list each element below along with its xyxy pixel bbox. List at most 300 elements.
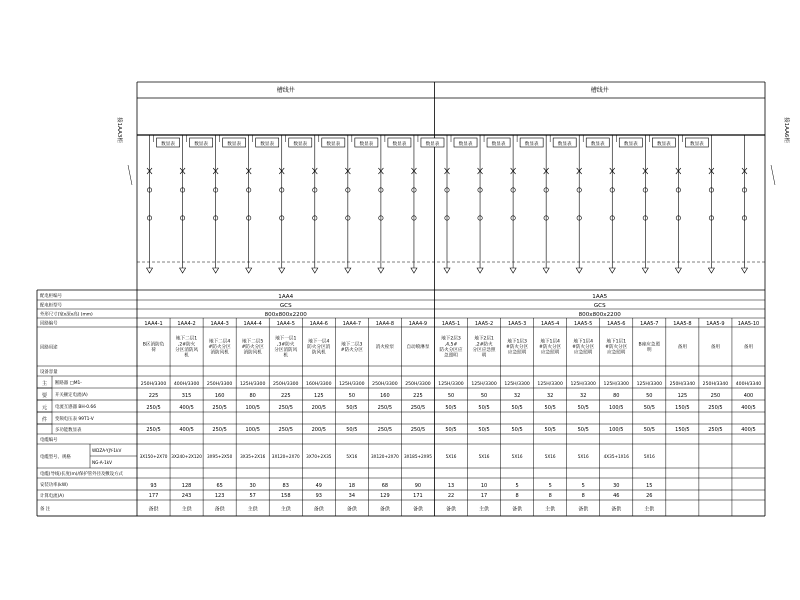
rated-current: 50 bbox=[348, 393, 356, 399]
install-power: 83 bbox=[282, 483, 289, 489]
circuit-id: 1AA4-4 bbox=[243, 321, 262, 327]
circuit-use: 备用 bbox=[743, 345, 754, 351]
circuit-1AA5-9 bbox=[708, 135, 714, 273]
install-power: 93 bbox=[150, 483, 157, 489]
cable-spec: 3X185+2X95 bbox=[403, 454, 432, 459]
circuit-1AA5-1 bbox=[444, 135, 477, 273]
breaker-rating: 250H/3300 bbox=[140, 382, 167, 387]
remark: 主供 bbox=[247, 506, 258, 513]
outgoing-arrow bbox=[246, 268, 252, 273]
calc-current: 123 bbox=[214, 493, 225, 499]
meter-label: 数显表 bbox=[260, 142, 275, 147]
row-label: 断路器 □M1- bbox=[55, 381, 82, 386]
breaker-rating: 125H/3300 bbox=[471, 382, 497, 387]
row-label: 安装功率(kW) bbox=[40, 483, 68, 488]
cable-type-label: NG-A-1kV bbox=[92, 460, 113, 465]
remark: 备供 bbox=[214, 506, 225, 513]
circuit-id: 1AA4-6 bbox=[309, 321, 328, 327]
circuit-use: B区消防负 bbox=[142, 342, 165, 348]
remark: 主供 bbox=[479, 506, 490, 513]
outgoing-arrow bbox=[642, 268, 648, 273]
outgoing-arrow bbox=[543, 268, 549, 273]
circuit-id: 1AA4-7 bbox=[342, 321, 362, 327]
cabinet-id: 1AA4 bbox=[278, 294, 294, 300]
outgoing-arrow bbox=[180, 268, 186, 273]
rated-current: 400 bbox=[743, 393, 754, 399]
circuit-1AA4-9 bbox=[411, 135, 444, 273]
rated-current: 32 bbox=[546, 393, 554, 399]
cable-spec: 5X16 bbox=[346, 454, 358, 459]
circuit-use: 防风机 bbox=[311, 350, 326, 356]
meter-label: 数显表 bbox=[623, 142, 638, 147]
circuit-1AA4-6 bbox=[312, 135, 345, 273]
circuit-1AA4-3 bbox=[213, 135, 246, 273]
install-power: 90 bbox=[414, 483, 422, 489]
calc-current: 17 bbox=[480, 493, 488, 499]
rated-current: 125 bbox=[314, 393, 324, 399]
outgoing-arrow bbox=[378, 268, 384, 273]
breaker-rating: 400H/3300 bbox=[173, 382, 200, 387]
cable-spec: 5X16 bbox=[544, 454, 556, 459]
circuit-use: 消火栓泵 bbox=[375, 345, 395, 351]
group-label-char: 要 bbox=[41, 393, 48, 399]
install-power: 5 bbox=[581, 483, 585, 489]
meter-label: 数显表 bbox=[689, 142, 704, 147]
circuit-use: 地下1层1 bbox=[606, 339, 627, 345]
circuit-use: 分区消防风 bbox=[175, 347, 199, 353]
circuit-use: 分区应急照 bbox=[472, 347, 496, 353]
circuit-use: 明 bbox=[647, 347, 652, 353]
side-label-right: 接1AA6柜 bbox=[783, 117, 789, 143]
calc-current: 57 bbox=[249, 493, 256, 499]
breaker-rating: 125H/3300 bbox=[504, 382, 530, 387]
meter-ratio: 250/5 bbox=[278, 427, 293, 433]
diagram-frame bbox=[137, 82, 765, 290]
circuit-id: 1AA4-1 bbox=[144, 321, 163, 327]
calc-current: 158 bbox=[280, 493, 291, 499]
ct-ratio: 50/5 bbox=[478, 405, 490, 411]
cable-spec: 5X16 bbox=[445, 454, 457, 459]
meter-label: 数显表 bbox=[425, 142, 440, 147]
install-power: 49 bbox=[315, 483, 322, 489]
outgoing-arrow bbox=[675, 268, 681, 273]
meter-ratio: 50/5 bbox=[643, 427, 655, 433]
circuit-id: 1AA5-4 bbox=[540, 321, 560, 327]
circuit-use: 防火分区消 bbox=[307, 345, 331, 351]
rated-current: 225 bbox=[413, 393, 423, 399]
side-break-right bbox=[771, 165, 775, 185]
outgoing-arrow bbox=[576, 268, 582, 273]
rated-current: 80 bbox=[249, 393, 256, 399]
busbar-label-left: 槽线井 bbox=[276, 87, 295, 94]
calc-current: 129 bbox=[380, 493, 390, 499]
circuit-use: #防火分区 bbox=[572, 345, 595, 351]
row-label: 设备容量 bbox=[40, 370, 58, 375]
outgoing-arrow bbox=[345, 268, 351, 273]
breaker-rating: 125H/3300 bbox=[636, 382, 663, 387]
rated-current: 32 bbox=[580, 393, 587, 399]
outgoing-arrow bbox=[444, 268, 450, 273]
ct-ratio: 250/5 bbox=[708, 405, 723, 411]
circuit-use: 机 bbox=[184, 353, 189, 359]
install-power: 65 bbox=[216, 483, 223, 489]
meter-label: 数显表 bbox=[656, 142, 671, 147]
outgoing-arrow bbox=[510, 268, 516, 273]
circuit-1AA5-6 bbox=[609, 135, 642, 273]
outgoing-arrow bbox=[609, 268, 615, 273]
meter-ratio: 250/5 bbox=[708, 427, 723, 433]
outgoing-arrow bbox=[741, 268, 747, 273]
outgoing-arrow bbox=[411, 268, 417, 273]
meter-label: 数显表 bbox=[293, 142, 308, 147]
row-label: 回路编号 bbox=[40, 321, 58, 327]
breaker-rating: 125H/3300 bbox=[339, 382, 365, 387]
group-label-char: 元 bbox=[41, 405, 48, 411]
circuit-use: #防火分区 bbox=[505, 345, 529, 351]
ct-ratio: 200/5 bbox=[311, 405, 327, 411]
row-label: 电缆(导线)长度(m)/保护管外径及敷设方式 bbox=[40, 472, 123, 477]
calc-current: 93 bbox=[315, 493, 322, 499]
ct-ratio: 50/5 bbox=[544, 405, 556, 411]
rated-current: 250 bbox=[710, 393, 721, 399]
circuit-use: 明 bbox=[481, 353, 487, 359]
circuit-id: 1AA4-2 bbox=[177, 321, 196, 327]
breaker-rating: 125H/3300 bbox=[438, 382, 464, 387]
ct-ratio: 250/5 bbox=[146, 405, 161, 411]
calc-current: 22 bbox=[447, 493, 455, 499]
outgoing-arrow bbox=[279, 268, 285, 273]
circuit-use: 地下二层4 bbox=[208, 339, 231, 345]
circuit-use: 备用 bbox=[710, 345, 721, 351]
meter-ratio: 250/5 bbox=[146, 427, 161, 433]
circuit-id: 1AA4-9 bbox=[408, 321, 428, 327]
ct-ratio: 250/5 bbox=[377, 405, 393, 411]
meter-ratio: 50/5 bbox=[544, 427, 556, 433]
circuit-use: 地下2层3 bbox=[441, 336, 461, 342]
circuit-use: #防火分区 bbox=[539, 345, 562, 351]
breaker-rating: 125H/3300 bbox=[603, 382, 629, 387]
install-power: 5 bbox=[515, 483, 519, 489]
circuit-1AA4-4 bbox=[246, 135, 279, 273]
calc-current: 8 bbox=[548, 493, 552, 499]
circuit-id: 1AA5-3 bbox=[507, 321, 527, 327]
cable-spec: 3X240+2X120 bbox=[171, 454, 202, 459]
row-label: 回路用途 bbox=[40, 345, 58, 351]
meter-label: 数显表 bbox=[557, 142, 572, 147]
circuit-use: ,4,5# bbox=[444, 342, 458, 348]
circuit-use: 备用 bbox=[677, 345, 687, 351]
busbar-section bbox=[116, 86, 791, 262]
parameter-table bbox=[37, 290, 765, 516]
cable-spec: 3X70+2X35 bbox=[306, 454, 332, 459]
circuit-id: 1AA4-3 bbox=[210, 321, 229, 327]
calc-current: 243 bbox=[181, 493, 192, 499]
circuit-use: 应急照明 bbox=[540, 350, 560, 356]
meter-ratio: 250/5 bbox=[410, 427, 426, 433]
ct-ratio: 250/5 bbox=[410, 405, 426, 411]
ct-ratio: 50/5 bbox=[445, 405, 457, 411]
rated-current: 80 bbox=[613, 393, 620, 399]
ct-ratio: 50/5 bbox=[511, 405, 523, 411]
rated-current: 50 bbox=[447, 393, 455, 399]
install-power: 18 bbox=[348, 483, 356, 489]
rated-current: 50 bbox=[646, 393, 653, 399]
circuit-id: 1AA4-5 bbox=[276, 321, 295, 327]
meter-ratio: 250/5 bbox=[377, 427, 393, 433]
meter-label: 数显表 bbox=[161, 142, 175, 147]
circuit-use: 机 bbox=[283, 353, 289, 359]
circuit-use: 地下一层1 bbox=[275, 336, 297, 342]
calc-current: 26 bbox=[646, 493, 653, 499]
remark: 主供 bbox=[644, 506, 655, 513]
row-label: 开关额定电流(A) bbox=[55, 393, 88, 398]
remark: 备供 bbox=[148, 506, 159, 513]
meter-label: 数显表 bbox=[359, 142, 374, 147]
meter-ratio: 200/5 bbox=[311, 427, 327, 433]
circuit-id: 1AA5-10 bbox=[737, 321, 760, 327]
meter-label: 数显表 bbox=[194, 142, 209, 147]
circuit-1AA5-10 bbox=[741, 135, 747, 273]
circuit-id: 1AA5-9 bbox=[706, 321, 725, 327]
circuit-use: 分区消防风 bbox=[274, 347, 298, 353]
circuit-use: ,3#防火 bbox=[277, 342, 295, 348]
circuit-use: 荷 bbox=[151, 347, 156, 353]
cable-spec: 3X95+2X50 bbox=[207, 454, 233, 459]
meter-ratio: 50/5 bbox=[577, 427, 589, 433]
meter-label: 数显表 bbox=[524, 142, 539, 147]
remark: 主供 bbox=[545, 506, 556, 513]
circuit-diagram bbox=[147, 135, 748, 273]
meter-label: 数显表 bbox=[458, 142, 473, 147]
circuit-use: 应急照明 bbox=[607, 350, 626, 356]
cable-spec: 3X35+2X16 bbox=[240, 454, 266, 459]
circuit-1AA5-3 bbox=[510, 135, 543, 273]
meter-ratio: 50/5 bbox=[511, 427, 523, 433]
cabinet-model: GCS bbox=[279, 303, 292, 309]
circuit-use: 自动喷淋泵 bbox=[406, 345, 430, 351]
circuit-use: 消防风机 bbox=[210, 350, 229, 356]
cable-spec: 4X35+1X16 bbox=[603, 454, 629, 459]
circuit-use: 应急照明 bbox=[507, 350, 527, 356]
remark: 备供 bbox=[379, 506, 390, 513]
circuit-use: 防火分区应 bbox=[439, 347, 463, 353]
cable-spec: 3X150+2X70 bbox=[139, 454, 168, 459]
meter-label: 数显表 bbox=[326, 142, 341, 147]
circuit-use: 地下1层3 bbox=[507, 339, 527, 345]
side-break-left bbox=[128, 165, 132, 185]
ct-ratio: 50/5 bbox=[643, 405, 655, 411]
circuit-id: 1AA5-2 bbox=[474, 321, 494, 327]
meter-ratio: 100/5 bbox=[609, 427, 624, 433]
ct-ratio: 50/5 bbox=[346, 405, 358, 411]
circuit-use: 地下1层4 bbox=[573, 339, 594, 345]
circuit-1AA4-8 bbox=[378, 135, 411, 273]
row-label: 配电柜型号 bbox=[40, 303, 62, 309]
remark: 主供 bbox=[280, 506, 291, 513]
ct-ratio: 250/5 bbox=[278, 405, 293, 411]
row-label: 变频电压表 99T1-V bbox=[55, 417, 94, 422]
calc-current: 8 bbox=[515, 493, 519, 499]
rated-current: 50 bbox=[480, 393, 488, 399]
remark: 主供 bbox=[181, 506, 192, 513]
remark: 备供 bbox=[412, 506, 423, 513]
remark: 备供 bbox=[611, 506, 622, 513]
rated-current: 225 bbox=[148, 393, 159, 399]
circuit-use: 地下二层1 bbox=[175, 336, 198, 342]
outgoing-arrow bbox=[312, 268, 318, 273]
circuit-use: #防火分区 bbox=[340, 347, 363, 353]
meter-ratio: 250/5 bbox=[212, 427, 227, 433]
circuit-id: 1AA5-7 bbox=[640, 321, 659, 327]
circuit-use: #防火分区 bbox=[605, 345, 628, 351]
install-power: 30 bbox=[249, 483, 256, 489]
breaker-rating: 250H/3300 bbox=[372, 382, 398, 387]
circuit-id: 1AA5-1 bbox=[441, 321, 461, 327]
circuit-use: 地下二层3 bbox=[341, 342, 363, 348]
cable-spec: 5X16 bbox=[577, 454, 589, 459]
cable-spec: 5X16 bbox=[478, 454, 490, 459]
rated-current: 125 bbox=[677, 393, 688, 399]
install-power: 128 bbox=[181, 483, 192, 489]
breaker-rating: 250H/3300 bbox=[273, 382, 299, 387]
side-label-left: 接1AA3柜 bbox=[116, 117, 122, 143]
group-label-char: 主 bbox=[41, 381, 48, 387]
calc-current: 8 bbox=[581, 493, 585, 499]
row-label: 多功能数显表 bbox=[55, 428, 82, 433]
cable-spec: 5X16 bbox=[511, 454, 523, 459]
row-label: 电缆编号 bbox=[40, 438, 58, 443]
ct-ratio: 400/5 bbox=[179, 405, 194, 411]
meter-ratio: 400/5 bbox=[741, 427, 756, 433]
row-label: 计算电流(A) bbox=[40, 494, 64, 499]
circuit-use: ,2#防火 bbox=[475, 342, 493, 348]
ct-ratio: 50/5 bbox=[577, 405, 589, 411]
circuit-use: 消防风机 bbox=[243, 350, 262, 356]
rated-current: 160 bbox=[214, 393, 225, 399]
circuit-use: 地下一层4 bbox=[308, 339, 330, 345]
meter-label: 数显表 bbox=[491, 142, 506, 147]
cable-spec: 5X16 bbox=[643, 454, 655, 459]
rated-current: 225 bbox=[280, 393, 291, 399]
row-label: 外形尺寸(宽x深x高) (mm) bbox=[40, 312, 93, 318]
cable-type-label: WDZA-YJY-1kV bbox=[92, 448, 122, 453]
install-power: 68 bbox=[381, 483, 389, 489]
circuit-1AA5-5 bbox=[576, 135, 609, 273]
calc-current: 34 bbox=[348, 493, 356, 499]
row-label: 电流互感器 BH-0.66 bbox=[55, 405, 97, 410]
circuit-id: 1AA5-5 bbox=[574, 321, 593, 327]
circuit-id: 1AA5-8 bbox=[673, 321, 692, 327]
ct-ratio: 150/5 bbox=[675, 405, 690, 411]
row-label: 配电柜编号 bbox=[40, 294, 62, 299]
calc-current: 177 bbox=[148, 493, 159, 499]
rated-current: 32 bbox=[513, 393, 521, 399]
circuit-1AA4-5 bbox=[279, 135, 312, 273]
row-label: 备 注 bbox=[40, 507, 51, 512]
outgoing-arrow bbox=[708, 268, 714, 273]
circuit-1AA5-8 bbox=[675, 135, 708, 273]
circuit-use: B座应急照 bbox=[638, 342, 661, 348]
rated-current: 160 bbox=[380, 393, 390, 399]
breaker-rating: 250H/3340 bbox=[702, 382, 729, 387]
remark: 备供 bbox=[346, 506, 357, 513]
circuit-1AA4-7 bbox=[345, 135, 378, 273]
install-power: 30 bbox=[613, 483, 620, 489]
row-label: 电缆型号、规格 bbox=[40, 455, 71, 460]
breaker-rating: 400H/3340 bbox=[735, 382, 762, 387]
circuit-use: #防火分区 bbox=[241, 345, 264, 351]
cabinet-size: 800x800x2200 bbox=[578, 312, 621, 318]
circuit-1AA4-2 bbox=[180, 135, 213, 273]
remark: 备供 bbox=[512, 506, 523, 513]
breaker-rating: 160H/3300 bbox=[306, 382, 332, 387]
meter-ratio: 150/5 bbox=[675, 427, 690, 433]
cable-spec: 3X120+2X70 bbox=[271, 454, 300, 459]
install-power: 15 bbox=[646, 483, 653, 489]
cabinet-size: 800x800x2200 bbox=[264, 312, 307, 318]
ct-ratio: 250/5 bbox=[212, 405, 227, 411]
remark: 备供 bbox=[313, 506, 324, 513]
meter-ratio: 50/5 bbox=[445, 427, 457, 433]
meter-label: 数显表 bbox=[590, 142, 605, 147]
breaker-rating: 250H/3340 bbox=[669, 382, 696, 387]
circuit-use: 应急照明 bbox=[574, 350, 593, 356]
install-power: 5 bbox=[548, 483, 552, 489]
circuit-use: 地下1层4 bbox=[540, 339, 560, 345]
circuit-1AA5-4 bbox=[543, 135, 576, 273]
circuit-use: ,2#防火 bbox=[177, 342, 196, 348]
meter-ratio: 50/5 bbox=[346, 427, 358, 433]
cable-spec: 3X120+2X70 bbox=[370, 454, 399, 459]
breaker-rating: 125H/3300 bbox=[537, 382, 563, 387]
breaker-rating: 250H/3300 bbox=[206, 382, 233, 387]
ct-ratio: 100/5 bbox=[609, 405, 624, 411]
circuit-use: #防火分区 bbox=[208, 345, 231, 351]
install-power: 10 bbox=[480, 483, 488, 489]
cabinet-id: 1AA5 bbox=[592, 294, 608, 300]
remark: 备供 bbox=[578, 506, 589, 513]
breaker-rating: 250H/3300 bbox=[405, 382, 431, 387]
outgoing-arrow bbox=[147, 268, 153, 273]
remark: 备供 bbox=[445, 506, 457, 513]
outgoing-arrow bbox=[477, 268, 483, 273]
busbar-label-right: 槽线井 bbox=[590, 87, 609, 94]
ct-ratio: 100/5 bbox=[245, 405, 260, 411]
breaker-rating: 125H/3300 bbox=[570, 382, 596, 387]
calc-current: 46 bbox=[613, 493, 620, 499]
meter-label: 数显表 bbox=[392, 142, 407, 147]
ct-ratio: 400/5 bbox=[741, 405, 756, 411]
calc-current: 171 bbox=[413, 493, 423, 499]
circuit-use: 地下二层5 bbox=[242, 339, 264, 345]
circuit-use: 急照明 bbox=[444, 353, 458, 359]
breaker-rating: 125H/3300 bbox=[239, 382, 266, 387]
circuit-1AA5-7 bbox=[642, 135, 675, 273]
circuit-id: 1AA5-6 bbox=[607, 321, 626, 327]
meter-label: 数显表 bbox=[227, 142, 242, 147]
circuit-1AA4-1 bbox=[147, 135, 180, 273]
meter-ratio: 100/5 bbox=[245, 427, 260, 433]
circuit-id: 1AA4-8 bbox=[375, 321, 395, 327]
meter-ratio: 50/5 bbox=[478, 427, 490, 433]
circuit-1AA5-2 bbox=[477, 135, 510, 273]
install-power: 13 bbox=[447, 483, 455, 489]
rated-current: 315 bbox=[181, 393, 192, 399]
circuit-use: 地下2层1 bbox=[474, 336, 494, 342]
outgoing-arrow bbox=[213, 268, 219, 273]
group-label-char: 件 bbox=[41, 417, 48, 423]
meter-ratio: 400/5 bbox=[179, 427, 194, 433]
